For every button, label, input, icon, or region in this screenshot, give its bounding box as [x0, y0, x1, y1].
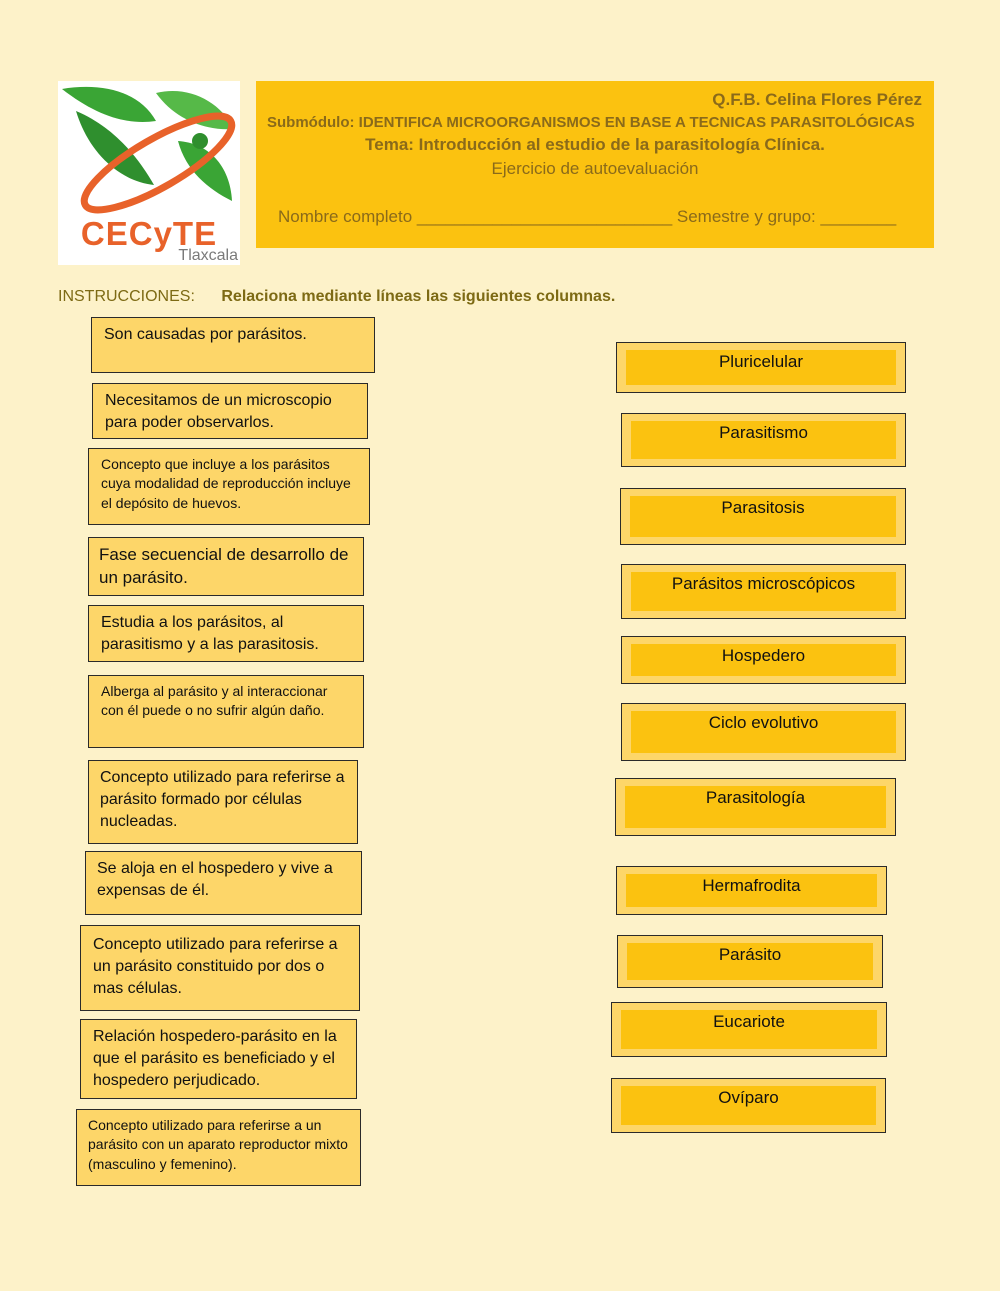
instructions-label: INSTRUCCIONES:: [58, 288, 195, 305]
term-box[interactable]: [621, 636, 906, 684]
topic-title: Tema: Introducción al estudio de la parasitología Clínica.: [365, 135, 825, 154]
term-label: Parasitismo: [719, 423, 808, 442]
definition-card[interactable]: Necesitamos de un microscopio para poder observarlos.: [92, 383, 368, 439]
definition-card[interactable]: Son causadas por parásitos.: [91, 317, 375, 373]
term-box[interactable]: [611, 1078, 886, 1133]
term-box[interactable]: [620, 488, 906, 545]
term-box[interactable]: [621, 413, 906, 467]
author-name: Q.F.B. Celina Flores Pérez: [712, 90, 922, 109]
definition-card-text: Alberga al parásito y al interaccionar con él puede o no sufrir algún daño.: [101, 683, 328, 719]
term-label: Eucariote: [713, 1012, 785, 1031]
term-box[interactable]: [616, 342, 906, 393]
term-box[interactable]: [617, 935, 883, 988]
term-label: Hospedero: [721, 646, 806, 665]
instructions-text: Relaciona mediante líneas las siguientes columnas.: [221, 288, 616, 305]
term-box[interactable]: [621, 703, 906, 761]
cecyte-logo-icon: [58, 81, 240, 221]
logo-brand-text: CECyTE: [80, 215, 218, 252]
term-box[interactable]: [616, 866, 887, 915]
definition-card[interactable]: [88, 675, 364, 748]
term-label: Ciclo evolutivo: [708, 713, 819, 732]
term-label: Hermafrodita: [702, 876, 801, 895]
term-label: Parásitos microscópicos: [671, 574, 856, 593]
definition-card[interactable]: Relación hospedero-parásito en la que el parásito es beneficiado y el hospedero perjudicado.: [80, 1019, 357, 1099]
definition-card[interactable]: Se aloja en el hospedero y vive a expensas de él.: [85, 851, 362, 915]
logo-sub-text: Tlaxcala: [178, 247, 238, 264]
submodule-title: Submódulo: IDENTIFICA MICROORGANISMOS EN BASE A TECNICAS PARASITOLÓGICAS: [267, 114, 915, 131]
term-label: Parasitosis: [721, 498, 805, 517]
definition-card[interactable]: Estudia a los parásitos, al parasitismo y a las parasitosis.: [88, 605, 364, 662]
term-box[interactable]: [615, 778, 896, 836]
definition-card[interactable]: Concepto utilizado para referirse a un parásito con un aparato reproductor mixto (masculino y femenino).: [76, 1109, 361, 1186]
exercise-title: Ejercicio de autoevaluación: [491, 159, 699, 178]
term-box[interactable]: [621, 564, 906, 619]
term-label: Parásito: [718, 945, 782, 964]
cecyte-logo: [58, 81, 240, 265]
term-box[interactable]: [611, 1002, 887, 1057]
header-banner: [256, 81, 934, 248]
instructions: [58, 288, 615, 306]
definition-card[interactable]: Fase secuencial de desarrollo de un parásito.: [88, 537, 364, 596]
definition-card[interactable]: Concepto utilizado para referirse a parásito formado por células nucleadas.: [88, 760, 358, 844]
definition-card[interactable]: Concepto que incluye a los parásitos cuya modalidad de reproducción incluye el depósito de huevos.: [88, 448, 370, 525]
term-label: Parasitología: [705, 788, 806, 807]
term-label: Pluricelular: [718, 352, 804, 371]
definition-card[interactable]: Concepto utilizado para referirse a un parásito constituido por dos o mas células.: [80, 925, 360, 1011]
term-label: Ovíparo: [718, 1088, 779, 1107]
name-group-field[interactable]: Nombre completo ___________________________ Semestre y grupo: ________: [278, 207, 897, 226]
